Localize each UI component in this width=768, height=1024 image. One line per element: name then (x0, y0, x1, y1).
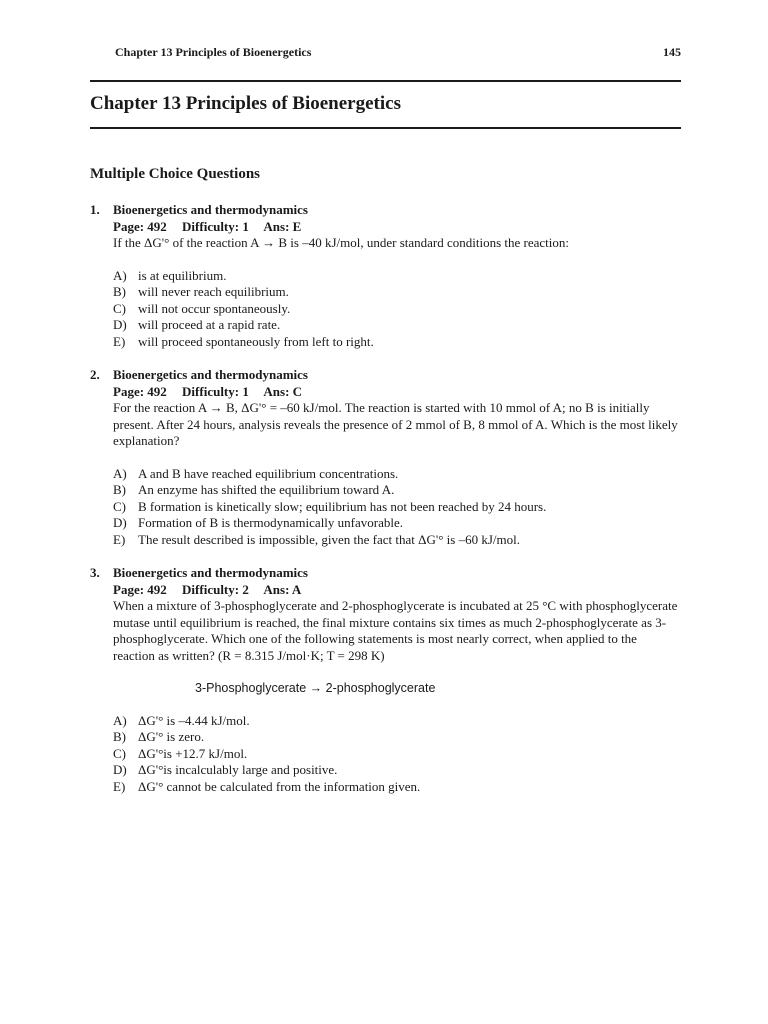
option (113, 268, 680, 285)
option-text: An enzyme has shifted the equilibrium toward A. (138, 482, 395, 497)
option-letter: D) (113, 515, 127, 530)
question-meta (113, 384, 680, 401)
question-topic: Bioenergetics and thermodynamics (113, 202, 308, 217)
option (113, 284, 680, 301)
option (113, 334, 680, 351)
option-text: will proceed spontaneously from left to right. (138, 333, 374, 349)
option-list (113, 713, 680, 796)
option (113, 515, 680, 532)
option-letter: C) (113, 745, 126, 761)
question-1 (90, 202, 680, 350)
reaction-equation: 3-Phosphoglycerate → 2-phosphoglycerate (195, 681, 436, 695)
option-letter: D) (113, 762, 127, 777)
option (113, 746, 680, 763)
question-difficulty: Difficulty: 1 (182, 218, 249, 234)
option-letter: B) (113, 482, 126, 497)
option-letter: A) (113, 712, 127, 728)
option (113, 301, 680, 318)
question-stem: For the reaction A → B, ΔG'° = –60 kJ/mol. The reaction is started with 10 mmol of A; no B is initially present. After 24 hours, analysis reveals the presence of 2 mmol of B, 8 mmol of A. Which is the most likely explanation? (113, 400, 678, 448)
question-stem: If the ΔG'° of the reaction A → B is –40 kJ/mol, under standard conditions the reaction: (113, 235, 570, 250)
option-letter: E) (113, 778, 126, 794)
option-list (113, 466, 680, 549)
option (113, 482, 680, 499)
option-letter: D) (113, 317, 127, 332)
option (113, 713, 680, 730)
option-text: Formation of B is thermodynamically unfavorable. (138, 515, 403, 530)
option-text: will never reach equilibrium. (138, 284, 289, 299)
option-letter: A) (113, 465, 127, 481)
page-number: 145 (663, 45, 681, 59)
top-rule (90, 80, 681, 82)
question-topic: Bioenergetics and thermodynamics (113, 367, 308, 382)
question-topic: Bioenergetics and thermodynamics (113, 565, 308, 580)
question-2 (90, 367, 680, 548)
question-page: Page: 492 (113, 383, 167, 399)
option-text: ΔG'°is incalculably large and positive. (138, 762, 338, 777)
title-rule (90, 127, 681, 129)
option-text: ΔG'° is –4.44 kJ/mol. (138, 712, 250, 728)
option-letter: C) (113, 300, 126, 316)
option (113, 729, 680, 746)
option-text: ΔG'°is +12.7 kJ/mol. (138, 745, 248, 761)
question-meta (113, 582, 680, 599)
option-letter: B) (113, 284, 126, 299)
question-page: Page: 492 (113, 581, 167, 597)
running-title: Chapter 13 Principles of Bioenergetics (115, 45, 312, 59)
question-3 (90, 565, 680, 795)
question-stem: When a mixture of 3-phosphoglycerate and 2-phosphoglycerate is incubated at 25 °C with phosphoglycerate mutase until equilibrium is reached, the final mixture contains six times as much 2-phosphoglycerate as 3-phosphoglycerate. Which one of the following statements is most nearly correct, when applied to the reaction as written? (R = 8.315 J/mol·K; T = 298 K) (113, 598, 678, 663)
option-text: will not occur spontaneously. (138, 300, 291, 316)
question-number: 2. (90, 367, 100, 382)
option-text: A and B have reached equilibrium concentrations. (138, 465, 399, 481)
question-meta (113, 219, 680, 236)
option-letter: B) (113, 729, 126, 744)
option (113, 762, 680, 779)
option-letter: A) (113, 267, 127, 283)
option-list (113, 268, 680, 351)
option-text: ΔG'° is zero. (138, 729, 205, 744)
option-text: ΔG'° cannot be calculated from the information given. (138, 778, 421, 794)
question-answer: Ans: E (263, 218, 302, 234)
question-answer: Ans: C (263, 383, 303, 399)
option (113, 499, 680, 516)
option-letter: E) (113, 531, 126, 547)
question-number: 1. (90, 202, 100, 217)
option (113, 532, 680, 549)
option-text: The result described is impossible, given the fact that ΔG'° is –60 kJ/mol. (138, 531, 521, 547)
option-text: B formation is kinetically slow; equilibrium has not been reached by 24 hours. (138, 498, 547, 514)
option (113, 779, 680, 796)
question-difficulty: Difficulty: 2 (182, 581, 249, 597)
question-answer: Ans: A (263, 581, 302, 597)
question-difficulty: Difficulty: 1 (182, 383, 249, 399)
option-text: will proceed at a rapid rate. (138, 317, 281, 332)
section-title: Multiple Choice Questions (90, 166, 261, 182)
chapter-title: Chapter 13 Principles of Bioenergetics (90, 93, 401, 114)
option-text: is at equilibrium. (138, 267, 227, 283)
question-page: Page: 492 (113, 218, 167, 234)
option (113, 466, 680, 483)
option-letter: C) (113, 498, 126, 514)
running-header (115, 45, 681, 60)
option (113, 317, 680, 334)
question-number: 3. (90, 565, 100, 580)
option-letter: E) (113, 333, 126, 349)
